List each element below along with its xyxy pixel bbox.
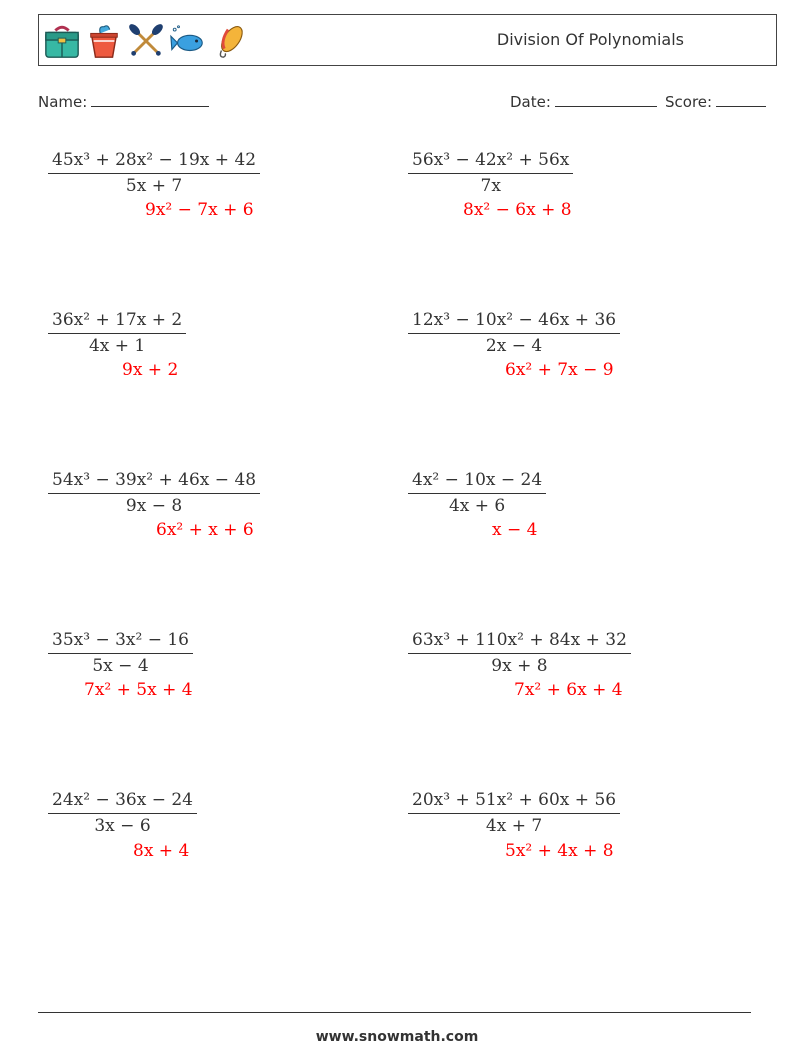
- crossed-oars-icon: [127, 21, 165, 61]
- date-field: [510, 92, 657, 111]
- denominator: 9x + 8: [491, 656, 548, 676]
- numerator: 24x² − 36x − 24: [48, 790, 197, 814]
- name-field: [38, 92, 209, 111]
- fraction: [408, 470, 546, 516]
- answer-7: 7x² + 5x + 4: [84, 680, 193, 700]
- denominator: 4x + 6: [448, 496, 506, 516]
- header-icons: [43, 20, 249, 62]
- fraction: [408, 150, 573, 196]
- denominator: 5x − 4: [92, 656, 149, 676]
- denominator: 9x − 8: [125, 496, 183, 516]
- problem-9: [48, 790, 197, 836]
- numerator: 63x³ + 110x² + 84x + 32: [408, 630, 631, 654]
- problem-7: [48, 630, 193, 676]
- answer-6: x − 4: [492, 520, 538, 540]
- fraction: [48, 630, 193, 676]
- footer-site: www.snowmath.com: [315, 1029, 479, 1045]
- problem-10: [408, 790, 620, 836]
- answer-10: 5x² + 4x + 8: [505, 841, 614, 861]
- problem-6: [408, 470, 546, 516]
- fraction: [48, 470, 260, 516]
- numerator: 36x² + 17x + 2: [48, 310, 186, 334]
- denominator: 3x − 6: [94, 816, 151, 836]
- denominator: 5x + 7: [125, 176, 183, 196]
- date-blank: [555, 92, 657, 107]
- problem-8: [408, 630, 631, 676]
- bucket-icon: [85, 21, 123, 61]
- answer-2: 8x² − 6x + 8: [463, 200, 572, 220]
- worksheet-title: Division Of Polynomials: [496, 30, 684, 49]
- fish-icon: [169, 21, 207, 61]
- numerator: 56x³ − 42x² + 56x: [408, 150, 573, 174]
- answer-1: 9x² − 7x + 6: [145, 200, 254, 220]
- numerator: 12x³ − 10x² − 46x + 36: [408, 310, 620, 334]
- date-label: Date:: [510, 93, 551, 111]
- denominator: 4x + 7: [485, 816, 543, 836]
- fraction: [408, 310, 620, 356]
- numerator: 35x³ − 3x² − 16: [48, 630, 193, 654]
- numerator: 20x³ + 51x² + 60x + 56: [408, 790, 620, 814]
- fishing-lure-icon: [211, 21, 249, 61]
- tackle-box-icon: [43, 21, 81, 61]
- answer-8: 7x² + 6x + 4: [514, 680, 623, 700]
- problem-2: [408, 150, 573, 196]
- denominator: 4x + 1: [88, 336, 146, 356]
- problem-1: [48, 150, 260, 196]
- numerator: 4x² − 10x − 24: [408, 470, 546, 494]
- name-blank: [91, 92, 209, 107]
- fraction: [48, 310, 186, 356]
- fraction: [48, 790, 197, 836]
- footer-divider: [38, 1012, 751, 1013]
- score-field: [665, 92, 766, 111]
- numerator: 54x³ − 39x² + 46x − 48: [48, 470, 260, 494]
- answer-9: 8x + 4: [133, 841, 190, 861]
- score-blank: [716, 92, 766, 107]
- fraction: [48, 150, 260, 196]
- denominator: 7x: [480, 176, 501, 196]
- answer-3: 9x + 2: [122, 360, 179, 380]
- denominator: 2x − 4: [485, 336, 543, 356]
- name-label: Name:: [38, 93, 88, 111]
- answer-5: 6x² + x + 6: [156, 520, 254, 540]
- problem-3: [48, 310, 186, 356]
- worksheet-header: [38, 14, 777, 66]
- problem-5: [48, 470, 260, 516]
- fraction: [408, 630, 631, 676]
- problem-4: [408, 310, 620, 356]
- score-label: Score:: [665, 93, 713, 111]
- answer-4: 6x² + 7x − 9: [505, 360, 614, 380]
- numerator: 45x³ + 28x² − 19x + 42: [48, 150, 260, 174]
- fraction: [408, 790, 620, 836]
